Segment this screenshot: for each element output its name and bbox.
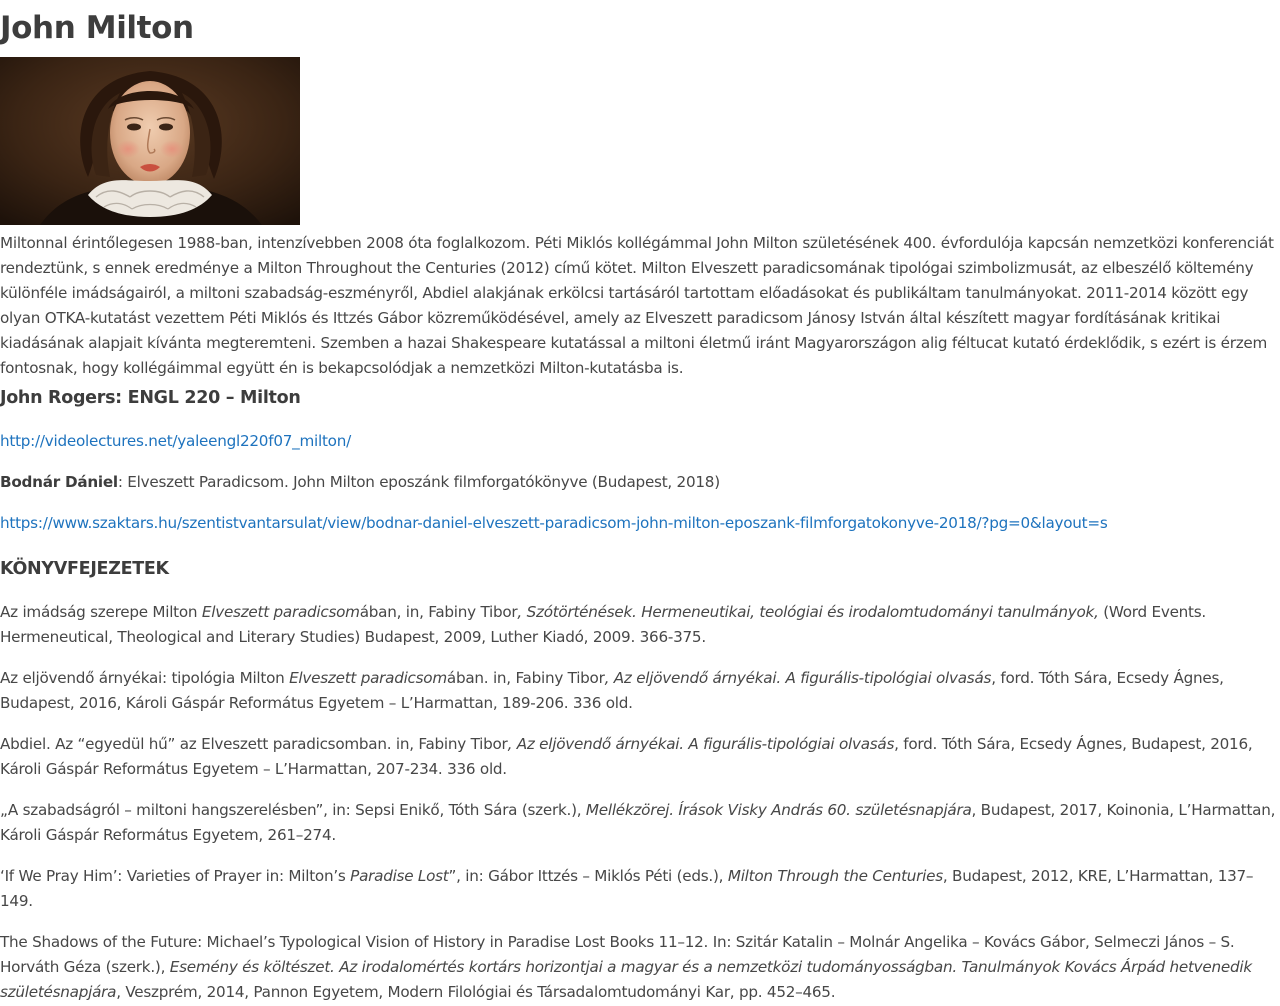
film-title: : Elveszett Paradicsom. John Milton eposzánk filmforgatókönyve (Budapest, 2018) [117, 473, 720, 491]
reference-text: ában. in, Fabiny Tibor [446, 669, 605, 687]
reference-text: , Budapest, 2017, Koinonia, L’Harmattan, Károli Gáspár Református Egyetem, 261–274. [0, 801, 1276, 844]
intro-paragraph: Miltonnal érintőlegesen 1988-ban, intenzívebben 2008 óta foglalkozom. Péti Miklós kollégámmal John Milton születésének 400. évfordulója kapcsán nemzetközi konferenciát rendeztünk, s ennek eredménye a Milton Throughout the Centuries (2012) című kötet. Milton Elveszett paradicsomának tipológai szimbolizmusát, az elbeszélő költemény különféle imádságairól, a miltoni szabadság-eszményről, Abdiel alakjának erkölcsi tartásáról tartottam előadásokat és publikáltam tanulmányokat. 2011-2014 között egy olyan OTKA-kutatást vezettem Péti Miklós és Ittzés Gábor közreműködésével, amely az Elveszett paradicsom Jánosy István által készített magyar fordításának kritikai kiadásának alapjait kívánta megteremteni. Szemben a hazai Shakespeare kutatással a miltoni életmű iránt Magyarországon alig féltucat kutató érdeklődik, s ezért is érzem fontosnak, hogy kollégáimmal együtt én is bekapcsolódjak a nemzetközi Milton-kutatásba is. [0, 234, 1274, 377]
reference-text: ában, in, Fabiny Tibor [359, 603, 518, 621]
reference-book-title: , Az eljövendő árnyékai. A figurális-tipológiai olvasás [604, 669, 992, 687]
chapters-heading: KÖNYVFEJEZETEK [0, 559, 169, 579]
reference-text: , Veszprém, 2014, Pannon Egyetem, Modern Filológiai és Társadalomtudományi Kar, pp. 452–465. [116, 983, 836, 1001]
reference-book-title: , Az eljövendő árnyékai. A figurális-tipológiai olvasás [507, 735, 895, 753]
film-link-line [0, 511, 1108, 536]
reference-text: , Budapest, 2012, KRE, L’Harmattan, 137–149. [0, 867, 1254, 910]
reference-text: „A szabadságról – miltoni hangszerelésben”, in: Sepsi Enikő, Tóth Sára (szerk.), [0, 801, 586, 819]
lecture-link-line [0, 429, 351, 454]
lecture-link[interactable]: http://videolectures.net/yaleengl220f07_milton/ [0, 432, 351, 450]
reference-text: , ford. Tóth Sára, Ecsedy Ágnes, Budapest, 2016, Károli Gáspár Református Egyetem – L’Harmattan, 207-234. 336 old. [0, 735, 1253, 778]
reference-text: (Word Events. Hermeneutical, Theological and Literary Studies) Budapest, 2009, Luther Kiadó, 2009. 366-375. [0, 603, 1207, 646]
reference-text: Abdiel. Az “egyedül hű” az Elveszett paradicsomban. in, Fabiny Tibor [0, 735, 508, 753]
chapter-reference [0, 600, 1279, 650]
chapter-reference [0, 798, 1279, 848]
lecture-heading: John Rogers: ENGL 220 – Milton [0, 388, 301, 408]
film-reference [0, 470, 720, 495]
reference-book-title: Esemény és költészet. Az irodalomértés kortárs horizontjai a magyar és a nemzetközi tudományosságban. Tanulmányok Kovács Árpád hetvenedik születésnapjára [0, 958, 1252, 1001]
reference-book-title: Milton Through the Centuries [727, 867, 943, 885]
reference-text: ”, in: Gábor Ittzés – Miklós Péti (eds.), [448, 867, 728, 885]
reference-text: Az imádság szerepe Milton [0, 603, 202, 621]
chapter-reference [0, 930, 1279, 1005]
reference-title: Elveszett paradicsom [289, 669, 447, 687]
page-title: John Milton [0, 10, 194, 46]
reference-text: Az eljövendő árnyékai: tipológia Milton [0, 669, 290, 687]
film-link[interactable]: https://www.szaktars.hu/szentistvantarsulat/view/bodnar-daniel-elveszett-paradicsom-john-milton-eposzank-filmforgatokonyve-2018/?pg=0&layout=s [0, 514, 1108, 532]
reference-title: Paradise Lost [350, 867, 449, 885]
film-author: Bodnár Dániel [0, 473, 118, 491]
reference-book-title: Mellékzörej. Írások Visky András 60. születésnapjára [585, 801, 972, 819]
reference-text: , ford. Tóth Sára, Ecsedy Ágnes, Budapest, 2016, Károli Gáspár Református Egyetem – L’Harmattan, 189-206. 336 old. [0, 669, 1224, 712]
chapter-reference [0, 732, 1279, 782]
milton-portrait-image [0, 57, 300, 225]
reference-text: The Shadows of the Future: Michael’s Typological Vision of History in Paradise Lost Books 11–12. In: Szitár Katalin – Molnár Angelika – Kovács Gábor, Selmeczi János – S. Horváth Géza (szerk.), [0, 933, 1235, 976]
reference-text: ‘If We Pray Him’: Varieties of Prayer in: Milton’s [0, 867, 351, 885]
reference-title: Elveszett paradicsom [201, 603, 360, 621]
chapter-reference [0, 666, 1279, 716]
chapter-reference [0, 864, 1279, 914]
reference-book-title: , Szótörténések. Hermeneutikai, teológiai és irodalomtudományi tanulmányok, [517, 603, 1099, 621]
